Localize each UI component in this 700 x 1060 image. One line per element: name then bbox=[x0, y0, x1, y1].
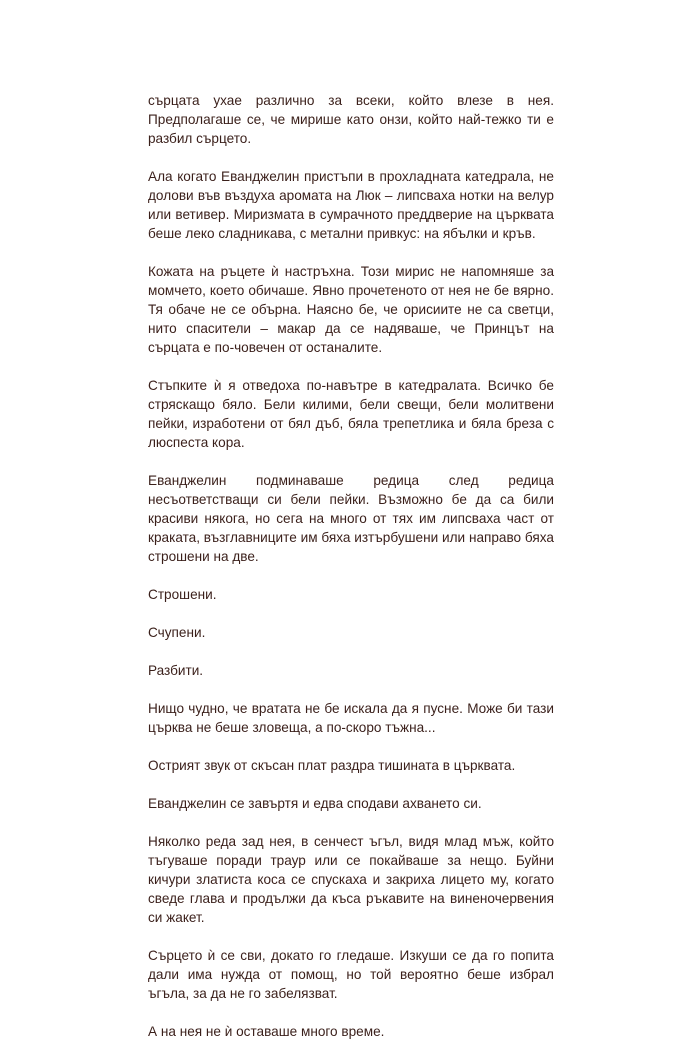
paragraph-13: Сърцето ѝ се сви, докато го гледаше. Изкуши се да го попита дали има нужда от помощ, но той вероятно беше избрал ъгъла, за да не го забелязват. bbox=[148, 948, 554, 1001]
paragraph-8: Разбити. bbox=[148, 663, 204, 678]
paragraph-5: Еванджелин подминаваше редица след редица несъответстващи си бели пейки. Възможно бе да са били красиви някога, но сега на много от тях им липсваха част от краката, възглавниците им бяха изтърбушени или направо бяха строшени на две. bbox=[148, 473, 554, 564]
text-column bbox=[148, 91, 554, 1060]
paragraph-12: Няколко реда зад нея, в сенчест ъгъл, видя млад мъж, който тъгуваше поради траур или се покайваше за нещо. Буйни кичури златиста коса се спускаха и закриха лицето му, когато сведе глава и продължи да къса ръкавите на виненочервения си жакет. bbox=[148, 834, 554, 925]
paragraph-9: Нищо чудно, че вратата не бе искала да я пусне. Може би тази църква не беше зловеща, а по-скоро тъжна... bbox=[148, 701, 554, 735]
paragraph-7: Счупени. bbox=[148, 625, 206, 640]
paragraph-2: Ала когато Еванджелин пристъпи в прохладната катедрала, не долови във въздуха аромата на Люк – липсваха нотки на велур или ветивер. Миризмата в сумрачното преддверие на църквата беше леко сладникава, с метални привкус: на ябълки и кръв. bbox=[148, 169, 554, 241]
paragraph-1: сърцата ухае различно за всеки, който влезе в нея. Предполагаше се, че мирише като онзи, който най-тежко ти е разбил сърцето. bbox=[148, 93, 554, 146]
paragraph-3: Кожата на ръцете ѝ настръхна. Този мирис не напомняше за момчето, което обичаше. Явно прочетеното от нея не бе вярно. Тя обаче не се обърна. Наясно бе, че орисиите не са светци, нито спасители – макар да се надяваше, че Принцът на сърцата е по-човечен от останалите. bbox=[148, 264, 554, 355]
paragraph-10: Острият звук от скъсан плат раздра тишината в църквата. bbox=[148, 758, 516, 773]
paragraph-11: Еванджелин се завъртя и едва сподави ахването си. bbox=[148, 796, 482, 811]
paragraph-14: А на нея не ѝ оставаше много време. bbox=[148, 1024, 385, 1039]
paragraph-4: Стъпките ѝ я отведоха по-навътре в катедралата. Всичко бе стряскащо бяло. Бели килими, бели свещи, бели молитвени пейки, изработени от бял дъб, бяла трепетлика и бяла бреза с люспеста кора. bbox=[148, 378, 554, 450]
paragraph-6: Строшени. bbox=[148, 587, 217, 602]
